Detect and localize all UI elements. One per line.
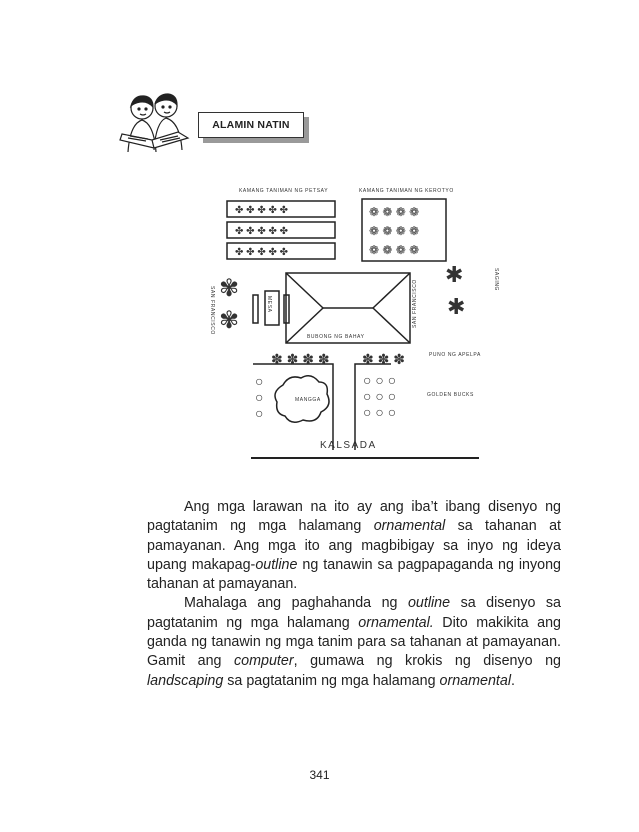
p1-italic-2: outline — [255, 556, 298, 573]
apelpa-plants — [271, 351, 405, 367]
svg-text:✽ ✽ ✽: ✽ ✽ ✽ — [362, 351, 405, 367]
svg-text:✤ ✤ ✤ ✤ ✤: ✤ ✤ ✤ ✤ ✤ — [235, 205, 289, 216]
p2-italic-1: outline — [407, 595, 451, 612]
svg-text:✾: ✾ — [219, 275, 240, 302]
page-number: 341 — [309, 768, 330, 782]
kerotyo-plants — [369, 205, 419, 257]
banana-plants — [445, 262, 465, 319]
svg-text:○: ○ — [255, 389, 264, 405]
svg-text:❁ ❁ ❁ ❁: ❁ ❁ ❁ ❁ — [369, 243, 420, 257]
p2-italic-2: ornamental. — [358, 614, 434, 631]
paragraph-2 — [147, 594, 561, 690]
san-francisco-shrubs — [219, 275, 239, 334]
p2-text-4: , gumawa ng krokis ng disenyo ng — [293, 653, 561, 670]
label-mango: MANGGA — [295, 397, 321, 403]
p1-text-1: Ang mga larawan na ito ay ang iba’t ibang disenyo ng pagtatanim ng mga halamang — [147, 499, 561, 535]
svg-text:✤ ✤ ✤ ✤ ✤: ✤ ✤ ✤ ✤ ✤ — [235, 226, 289, 237]
section-label: ALAMIN NATIN — [212, 119, 290, 131]
p2-text-5: sa pagtatanim ng mga halamang — [223, 672, 440, 689]
label-roof: BUBONG NG BAHAY — [307, 334, 365, 340]
svg-text:○ ○ ○: ○ ○ ○ — [363, 372, 397, 388]
label-apelpa: PUNO NG APELPA — [429, 352, 481, 358]
svg-text:○: ○ — [255, 373, 264, 389]
pechay-plants — [235, 205, 288, 258]
p2-text-3: Dito makikita ang ganda ng tanawin ng mga tanim para sa tahanan at pamayanan. Gamit ang — [147, 614, 561, 670]
golden-bucks-shrubs — [255, 372, 396, 421]
label-banana: SAGING — [493, 268, 499, 292]
body-text — [147, 498, 561, 691]
paragraph-1 — [147, 498, 561, 594]
svg-text:✱: ✱ — [447, 294, 466, 319]
svg-text:○ ○ ○: ○ ○ ○ — [363, 388, 397, 404]
p2-italic-3: computer — [234, 653, 294, 670]
label-pechay-bed: KAMANG TANIMAN NG PETSAY — [239, 188, 329, 194]
svg-text:❁ ❁ ❁ ❁: ❁ ❁ ❁ ❁ — [369, 205, 420, 219]
p1-italic-1: ornamental — [373, 518, 446, 535]
svg-text:✤ ✤ ✤ ✤ ✤: ✤ ✤ ✤ ✤ ✤ — [235, 247, 289, 258]
label-golden-bucks: GOLDEN BUCKS — [427, 392, 474, 398]
landscape-plan-diagram — [205, 178, 505, 468]
svg-text:❁ ❁ ❁ ❁: ❁ ❁ ❁ ❁ — [369, 224, 420, 238]
p2-text-1: Mahalaga ang paghahanda ng — [184, 595, 408, 612]
svg-text:✱: ✱ — [445, 262, 464, 287]
svg-text:✽ ✽ ✽ ✽: ✽ ✽ ✽ ✽ — [271, 351, 330, 367]
svg-text:○: ○ — [255, 405, 264, 421]
svg-text:✾: ✾ — [219, 307, 240, 334]
label-table: MESA — [266, 296, 272, 313]
p1-text-2: sa tahanan at pamayanan. Ang mga ito ang magbibigay sa inyo ng ideya upang makapag- — [147, 518, 561, 573]
label-san-francisco-right: SAN FRANCISCO — [412, 279, 418, 328]
svg-text:○ ○ ○: ○ ○ ○ — [363, 404, 397, 420]
p1-text-3: ng tanawin sa pagpapaganda ng inyong tahanan at pamayanan. — [147, 556, 562, 593]
bench-left — [253, 295, 258, 323]
label-kerotyo-bed: KAMANG TANIMAN NG KEROTYO — [359, 188, 454, 194]
p2-italic-5: ornamental — [439, 672, 512, 689]
p2-italic-4: landscaping — [147, 672, 224, 689]
p2-text-2: sa disenyo sa pagtatanim ng mga halamang — [147, 595, 561, 631]
kids-reading-icon — [118, 92, 194, 154]
label-road: KALSADA — [320, 440, 377, 451]
section-label-box — [198, 112, 304, 138]
label-san-francisco-left: SAN FRANCISCO — [209, 286, 215, 335]
p2-text-6: . — [511, 672, 516, 689]
